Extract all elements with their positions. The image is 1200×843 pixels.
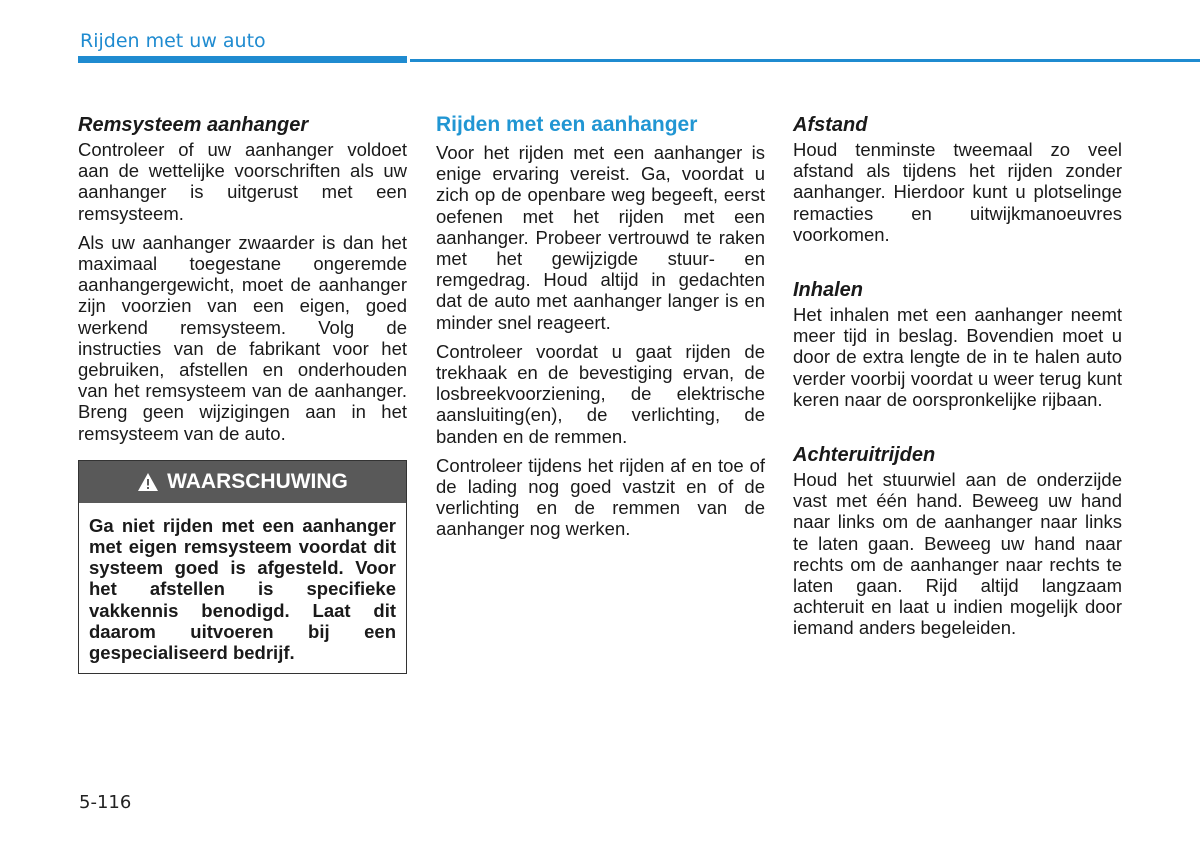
page-number: 5-116 (79, 792, 132, 813)
section-title: Rijden met uw auto (80, 30, 266, 52)
warning-box (78, 460, 407, 674)
spacer (793, 253, 1122, 277)
trailer-driving-heading: Rijden met een aanhanger (436, 113, 698, 136)
column-brake-system (78, 112, 407, 674)
column-driving-with-trailer (436, 112, 765, 548)
overtaking-paragraph: Het inhalen met een aanhanger neemt meer tijd in beslag. Bovendien moet u door de extra lengte de in te halen auto verder voorbij voordat u weer terug kunt keren naar de oorspronkelijke rijbaan. (793, 304, 1122, 410)
reversing-paragraph: Houd het stuurwiel aan de onderzijde vast met één hand. Beweeg uw hand naar links om de aanhanger naar links te laten gaan. Beweeg uw hand naar rechts om de aanhanger naar rechts te laten gaan. Rijd altijd langzaam achteruit en laat u indien mogelijk door iemand anders begeleiden. (793, 469, 1122, 639)
trailer-driving-paragraph-2: Controleer voordat u gaat rijden de trekhaak en de bevestiging ervan, de losbreekvoorziening, de elektrische aansluiting(en), de verlichting, de banden en de remmen. (436, 340, 765, 447)
warning-title-bar (79, 461, 406, 503)
brake-system-paragraph-1: Controleer of uw aanhanger voldoet aan de wettelijke voorschriften als uw aanhanger is uitgerust met een remsysteem. (78, 139, 407, 224)
distance-heading: Afstand (793, 114, 868, 136)
reversing-heading: Achteruitrijden (793, 444, 936, 467)
distance-paragraph: Houd tenminste tweemaal zo veel afstand als tijdens het rijden zonder aanhanger. Hierdoor kunt u plotselinge remacties en uitwijkmanoeuvres voorkomen. (793, 139, 1122, 245)
brake-system-heading: Remsysteem aanhanger (78, 114, 309, 136)
brake-system-paragraph-2: Als uw aanhanger zwaarder is dan het maximaal toegestane ongeremde aanhangergewicht, moet de aanhanger zijn voorzien van een eigen, goed werkend remsysteem. Volg de instructies van de fabrikant voor het gebruiken, afstellen en onderhouden van het remsysteem van de aanhanger. Breng geen wijzigingen aan in het remsysteem van de auto. (78, 231, 407, 444)
warning-triangle-icon (137, 472, 159, 492)
warning-body: Ga niet rijden met een aanhanger met eigen remsysteem voordat dit systeem goed is afgesteld. Voor het afstellen is specifieke vakkennis benodigd. Laat dit daarom uitvoeren bij een gespecialiseerd bedrijf. (89, 514, 396, 664)
overtaking-heading: Inhalen (793, 279, 864, 302)
header-rule-thick (78, 56, 407, 63)
header-rule-thin (410, 59, 1200, 62)
warning-title: WAARSCHUWING (167, 469, 348, 493)
trailer-driving-paragraph-1: Voor het rijden met een aanhanger is enige ervaring vereist. Ga, voordat u zich op de openbare weg begeeft, eerst oefenen met het rijden met een aanhanger. Probeer vertrouwd te raken met het gewijzigde stuur- en remgedrag. Houd altijd in gedachten dat de auto met aanhanger langer is en minder snel reageert. (436, 142, 765, 333)
trailer-driving-paragraph-3: Controleer tijdens het rijden af en toe of de lading nog goed vastzit en of de verlichting en de remmen van de aanhanger nog werken. (436, 454, 765, 540)
spacer (793, 418, 1122, 442)
column-tips (793, 112, 1122, 647)
